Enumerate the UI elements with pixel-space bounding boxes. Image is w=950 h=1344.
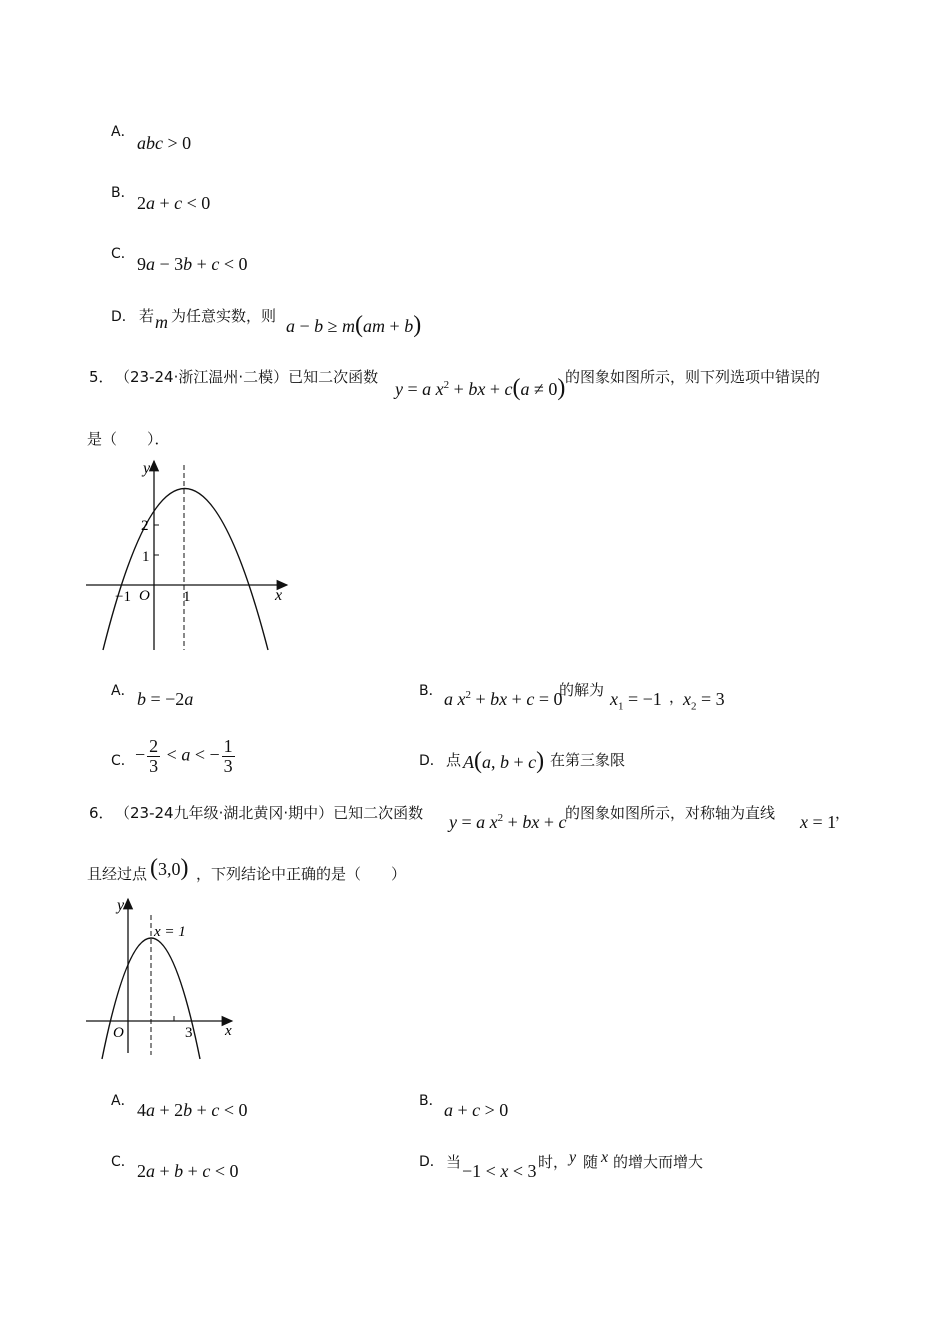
q5-tick-label-1y: 1 [142, 549, 150, 565]
option-b-label: B． [111, 185, 135, 201]
q6-stem-mid: 的图象如图所示，对称轴为直线 [565, 804, 776, 822]
q6-axis-label: x = 1 [154, 924, 186, 940]
q5-parabola-curve [103, 489, 268, 651]
q6-option-d-text-4: 的增大而增大 [613, 1153, 704, 1171]
option-d-text-1: 若 [139, 307, 155, 325]
q5-option-a-label: A． [111, 683, 135, 699]
q5-option-b-text: 的解为 [559, 681, 605, 699]
q6-option-c-formula: 2a + b + c < 0 [137, 1161, 239, 1181]
q5-stem-line2: 是（ ）． [87, 430, 170, 448]
option-c-label: C． [111, 246, 135, 262]
q6-option-b-label: B． [419, 1093, 443, 1109]
q5-option-d-text-1: 点 [446, 751, 462, 769]
q5-option-b-sep: ， [669, 688, 685, 706]
q5-option-a-formula: b = −2a [137, 689, 194, 709]
q6-option-d-label: D． [419, 1154, 444, 1170]
q6-x-label: x [225, 1023, 232, 1039]
q6-stem-end: ， [835, 804, 851, 822]
q5-option-c-formula: − $\frac{2}{3}$ < a < − $\frac{1}{3}$ [135, 736, 233, 776]
q5-option-d-label: D． [419, 753, 444, 769]
q6-stem-line2-b: ，下列结论中正确的是（ ） [196, 865, 407, 883]
q5-tick-label-1x: 1 [183, 589, 191, 605]
q6-option-d-text-1: 当 [446, 1153, 462, 1171]
q5-parabola-graph [80, 455, 300, 655]
q6-point: (3,0) [150, 855, 189, 881]
option-d-label: D． [111, 309, 136, 325]
q6-axis-equation: x = 1 [800, 812, 837, 832]
option-c-formula: 9a − 3b + c < 0 [137, 254, 248, 274]
q6-function: y = a $x^2$ + bx + c [449, 812, 567, 832]
q6-number: 6． [89, 804, 114, 822]
q5-tick-label-2: 2 [141, 518, 149, 534]
q6-option-d-var-x: x [601, 1149, 609, 1166]
option-d-var-m: m [155, 312, 168, 332]
q6-parabola-graph [82, 893, 242, 1063]
q5-origin-label: O [139, 588, 150, 604]
q6-origin-label: O [113, 1025, 124, 1041]
q5-number: 5． [89, 368, 114, 386]
q6-option-b-formula: a + c > 0 [444, 1100, 509, 1120]
option-d-formula: a − b ≥ m(am + b) [286, 312, 422, 338]
q5-option-b-equation: a $x^2$ + bx + c = 0 [444, 689, 563, 709]
q5-tick-label-neg1: −1 [115, 589, 131, 605]
q5-function: y = a $x^2$ + bx + c(a ≠ 0) [395, 375, 566, 401]
q6-option-d-range: −1 < x < 3 [462, 1161, 537, 1181]
q6-option-d-var-y: y [569, 1149, 577, 1166]
q5-stem-tail: 的图象如图所示，则下列选项中错误的 [565, 368, 821, 386]
option-a-formula: abc > 0 [137, 133, 192, 153]
q6-option-c-label: C． [111, 1154, 135, 1170]
q5-x-label: x [275, 587, 283, 604]
q5-source: （23-24·浙江温州·二模）已知二次函数 [115, 368, 379, 386]
q6-stem-line2-a: 且经过点 [87, 865, 148, 883]
q5-option-d-text-2: 在第三象限 [550, 751, 626, 769]
option-b-formula: 2a + c < 0 [137, 193, 211, 213]
q5-option-b-root1: $x_1 = -1$ [610, 689, 662, 713]
q6-source: （23-24九年级·湖北黄冈·期中）已知二次函数 [115, 804, 424, 822]
q5-option-b-root2: $x_2 = 3$ [683, 689, 725, 713]
q6-tick-label-3: 3 [185, 1025, 193, 1041]
option-a-label: A． [111, 124, 135, 140]
q6-option-a-label: A． [111, 1093, 135, 1109]
option-d-text-2: 为任意实数，则 [171, 307, 277, 325]
q5-option-b-label: B． [419, 683, 443, 699]
q5-option-d-point: A(a, b + c) [463, 748, 545, 774]
q6-option-a-formula: 4a + 2b + c < 0 [137, 1100, 248, 1120]
q6-option-d-text-2: 时， [538, 1153, 569, 1171]
q6-y-label: y [117, 897, 125, 914]
q5-option-c-label: C． [111, 753, 135, 769]
q6-option-d-text-3: 随 [583, 1153, 599, 1171]
q5-y-label: y [143, 460, 151, 477]
